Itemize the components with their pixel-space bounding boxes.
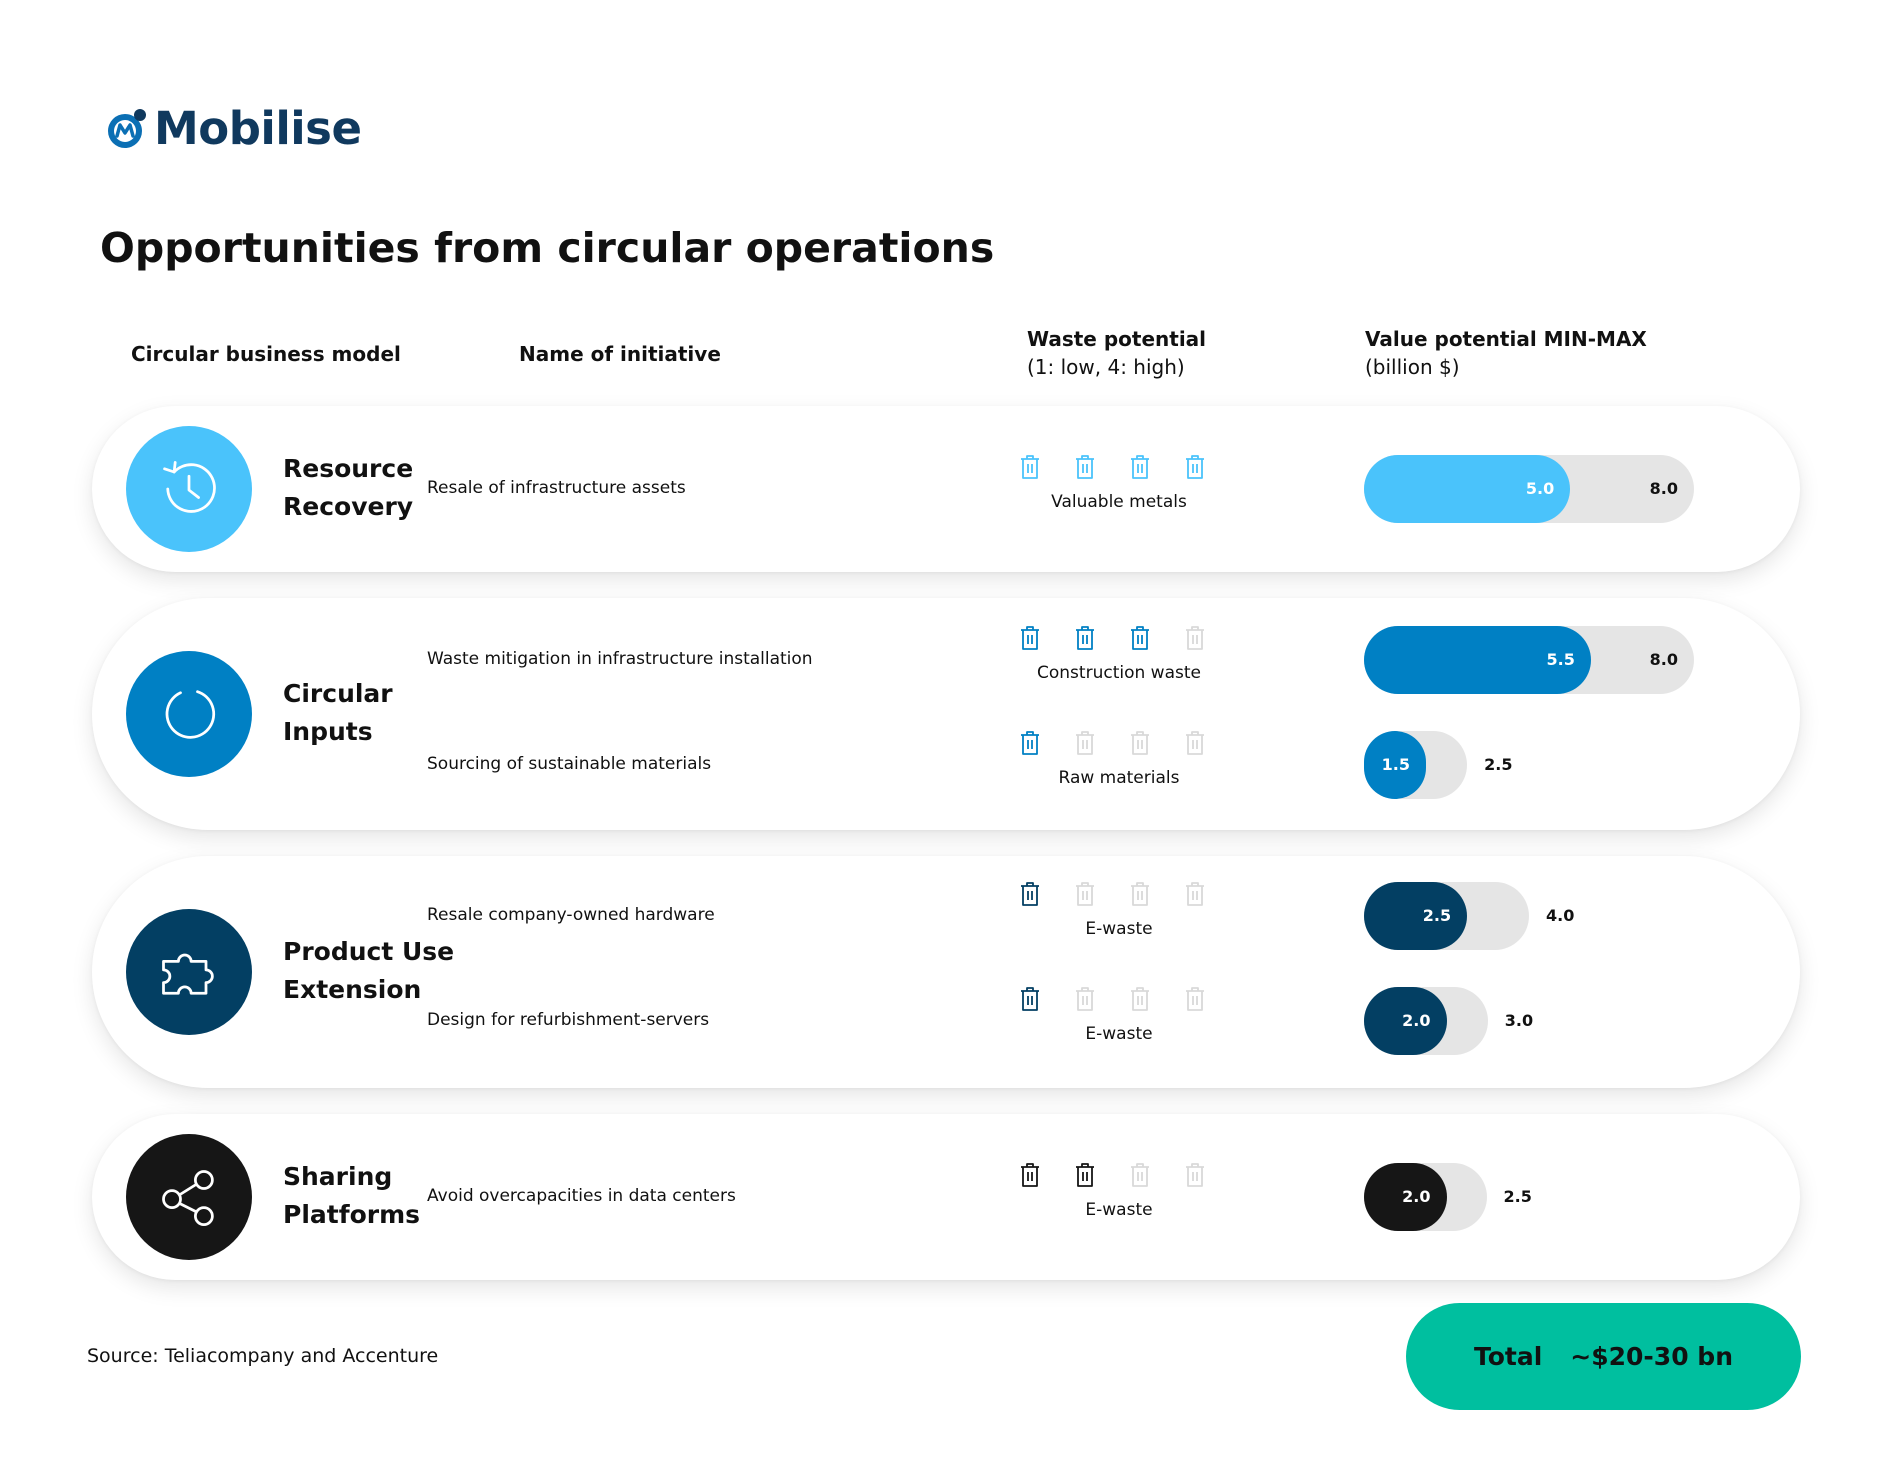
waste-type-label: Construction waste	[1037, 663, 1201, 683]
value-max-label: 8.0	[1649, 650, 1678, 669]
mobilise-logo-icon	[106, 108, 148, 150]
initiative-name: Avoid overcapacities in data centers	[427, 1186, 736, 1206]
model-card-sharing-platforms	[92, 1114, 1800, 1280]
waste-level-bins	[1019, 454, 1219, 480]
value-max-label: 3.0	[1504, 1011, 1534, 1030]
value-min-label: 1.5	[1381, 755, 1410, 774]
brand-logo	[106, 102, 362, 155]
circular-loop-icon	[155, 680, 223, 748]
value-max-label: 2.5	[1503, 1187, 1532, 1206]
trash-bin-icon	[1019, 986, 1041, 1012]
value-max-label: 8.0	[1649, 479, 1678, 498]
model-name-line1: Resource	[283, 454, 414, 483]
waste-level-bins	[1019, 730, 1219, 756]
value-bar-track	[1364, 626, 1694, 694]
initiative-name: Waste mitigation in infrastructure installation	[427, 649, 813, 669]
value-max-label: 4.0	[1546, 906, 1575, 925]
model-name-line2: Platforms	[283, 1200, 421, 1229]
header-value-subtitle: (billion $)	[1365, 355, 1460, 379]
model-icon-badge	[126, 1134, 252, 1260]
waste-level-bins	[1019, 1162, 1219, 1188]
share-nodes-icon	[155, 1163, 223, 1231]
total-label: Total	[1473, 1342, 1543, 1371]
trash-bin-icon	[1184, 986, 1206, 1012]
trash-bin-icon	[1129, 986, 1151, 1012]
initiative-name: Resale company-owned hardware	[427, 905, 715, 925]
model-name-line1: Sharing	[283, 1162, 393, 1191]
header-waste-subtitle: (1: low, 4: high)	[1027, 355, 1185, 379]
history-clock-icon	[155, 455, 223, 523]
trash-bin-icon	[1074, 986, 1096, 1012]
model-name-line1: Product Use	[283, 937, 455, 966]
header-value-title: Value potential MIN-MAX	[1365, 327, 1647, 351]
model-card-product-use-extension	[92, 856, 1800, 1088]
trash-bin-icon	[1019, 454, 1041, 480]
puzzle-piece-icon	[155, 938, 223, 1006]
waste-level-bins	[1019, 881, 1219, 907]
waste-type-label: E-waste	[1085, 1200, 1153, 1220]
model-name-line1: Circular	[283, 679, 393, 708]
model-name	[283, 675, 393, 751]
waste-type-label: Valuable metals	[1051, 492, 1187, 512]
trash-bin-icon	[1129, 625, 1151, 651]
page-title: Opportunities from circular operations	[100, 224, 995, 272]
model-icon-badge	[126, 651, 252, 777]
value-bar-min	[1364, 731, 1426, 799]
value-bar-track	[1364, 882, 1575, 950]
waste-type-label: E-waste	[1085, 919, 1153, 939]
model-name-line2: Recovery	[283, 492, 414, 521]
model-name	[283, 933, 454, 1009]
header-waste-title: Waste potential	[1027, 327, 1207, 351]
trash-bin-icon	[1129, 881, 1151, 907]
value-bar-track	[1364, 1163, 1532, 1231]
model-icon-badge	[126, 426, 252, 552]
model-name	[283, 450, 413, 526]
value-bar-min	[1364, 455, 1570, 523]
value-min-label: 2.0	[1402, 1011, 1431, 1030]
total-value: ~$20-30 bn	[1570, 1342, 1733, 1371]
waste-level-bins	[1019, 625, 1219, 651]
trash-bin-icon	[1074, 730, 1096, 756]
trash-bin-icon	[1184, 625, 1206, 651]
value-min-label: 2.0	[1402, 1187, 1431, 1206]
value-bar-min	[1364, 1163, 1447, 1231]
model-icon-badge	[126, 909, 252, 1035]
waste-type-label: Raw materials	[1058, 768, 1180, 788]
trash-bin-icon	[1019, 625, 1041, 651]
brand-name: Mobilise	[154, 102, 362, 155]
value-bar-track	[1364, 731, 1513, 799]
trash-bin-icon	[1184, 881, 1206, 907]
header-waste	[1027, 327, 1206, 379]
model-name-line2: Extension	[283, 975, 422, 1004]
trash-bin-icon	[1184, 454, 1206, 480]
value-min-label: 5.0	[1525, 479, 1555, 498]
total-pill	[1406, 1303, 1801, 1410]
value-min-label: 2.5	[1422, 906, 1452, 925]
waste-type-label: E-waste	[1085, 1024, 1153, 1044]
model-name	[283, 1158, 420, 1234]
initiative-name: Sourcing of sustainable materials	[427, 754, 712, 774]
value-min-label: 5.5	[1546, 650, 1575, 669]
header-value	[1365, 327, 1647, 379]
initiative-name: Design for refurbishment-servers	[427, 1010, 710, 1030]
trash-bin-icon	[1074, 881, 1096, 907]
trash-bin-icon	[1074, 625, 1096, 651]
value-bar-min	[1364, 987, 1447, 1055]
value-max-label: 2.5	[1484, 755, 1513, 774]
trash-bin-icon	[1019, 1162, 1041, 1188]
trash-bin-icon	[1129, 454, 1151, 480]
value-bar-track	[1364, 987, 1534, 1055]
header-model: Circular business model	[131, 342, 401, 366]
trash-bin-icon	[1019, 730, 1041, 756]
source-note: Source: Teliacompany and Accenture	[87, 1345, 439, 1367]
trash-bin-icon	[1184, 730, 1206, 756]
trash-bin-icon	[1019, 881, 1041, 907]
trash-bin-icon	[1129, 730, 1151, 756]
trash-bin-icon	[1184, 1162, 1206, 1188]
waste-level-bins	[1019, 986, 1219, 1012]
value-bar-track	[1364, 455, 1694, 523]
value-bar-min	[1364, 626, 1591, 694]
value-bar-min	[1364, 882, 1467, 950]
header-initiative: Name of initiative	[519, 342, 721, 366]
trash-bin-icon	[1129, 1162, 1151, 1188]
model-name-line2: Inputs	[283, 717, 373, 746]
initiative-name: Resale of infrastructure assets	[427, 478, 686, 498]
trash-bin-icon	[1074, 454, 1096, 480]
trash-bin-icon	[1074, 1162, 1096, 1188]
